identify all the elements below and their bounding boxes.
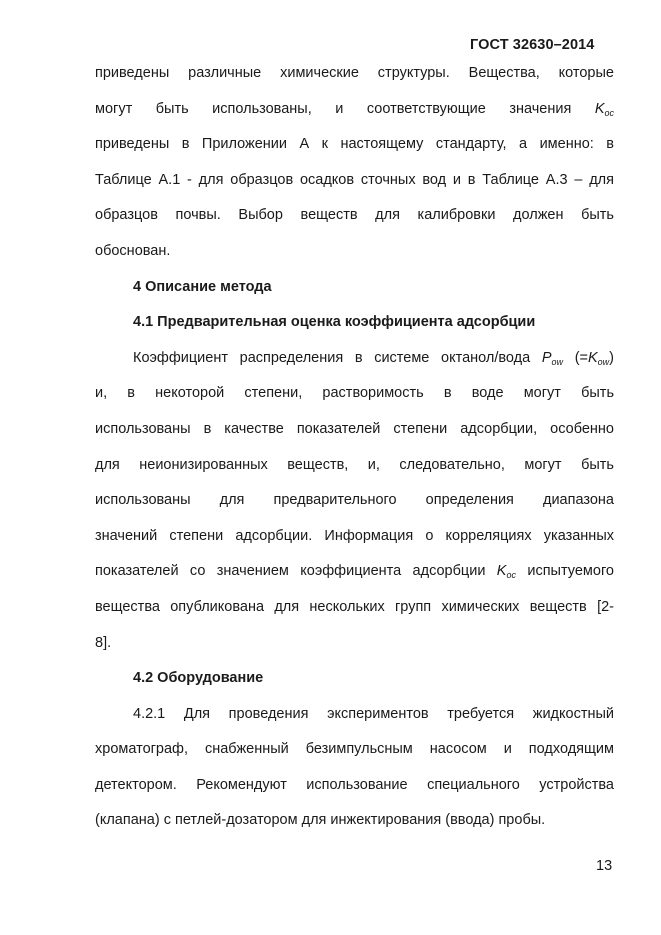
koc-symbol: $K_{oc}$ [496,563,516,581]
text-line: приведены различные химические структуры. Вещества, которые [95,65,614,81]
koc-symbol: $K_{oc}$ [594,100,615,118]
section-heading-4-1: 4.1 Предварительная оценка коэффициента адсорбции [133,314,536,331]
section-heading-4-2: 4.2 Оборудование [133,670,264,687]
text-line: значений степени адсорбции. Информация о корреляциях указанных [95,527,614,544]
text-line: 8]. [95,634,112,651]
text-line: Таблице А.1 - для образцов осадков сточных вод и в Таблице А.3 – для [95,171,614,188]
section-heading-4: 4 Описание метода [133,278,272,295]
page-body [95,59,614,842]
text-line: использованы для предварительного определения диапазона [95,492,614,509]
text-line: для неионизированных веществ, и, следовательно, могут быть [95,456,614,473]
text-line: 4.2.1 Для проведения экспериментов требуется жидкостный [133,705,614,722]
pow-symbol: $P_{ow}$ [541,349,564,367]
text-line: детектором. Рекомендуют использование специального устройства [95,776,614,793]
text-line: хроматограф, снабженный безимпульсным насосом и подходящим [95,741,614,758]
text-line: и, в некоторой степени, растворимость в воде могут быть [95,385,614,402]
text-line: (клапана) с петлей-дозатором для инжектирования (ввода) пробы. [95,812,546,829]
text-span: могут быть использованы, и соответствующие значения [95,100,572,117]
page-number: 13 [596,858,613,874]
standard-code-header: ГОСТ 32630–2014 [470,37,595,53]
text-line: обоснован. [95,242,171,259]
text-line: показателей со значением коэффициента адсорбции $K_{oc}$ испытуемого [95,563,614,581]
text-line: использованы в качестве показателей степени адсорбции, особенно [95,420,614,437]
text-line: Коэффициент распределения в системе октанол/вода $P_{ow}$ $(=K_{ow})$ [133,349,615,367]
text-line: вещества опубликована для нескольких групп химических веществ [2- [95,598,614,615]
kow-expression: $(=K_{ow})$ [574,349,615,367]
text-line [95,95,614,131]
text-line: приведены в Приложении А к настоящему стандарту, а именно: в [95,136,614,153]
text-line: образцов почвы. Выбор веществ для калибровки должен быть [95,207,614,224]
